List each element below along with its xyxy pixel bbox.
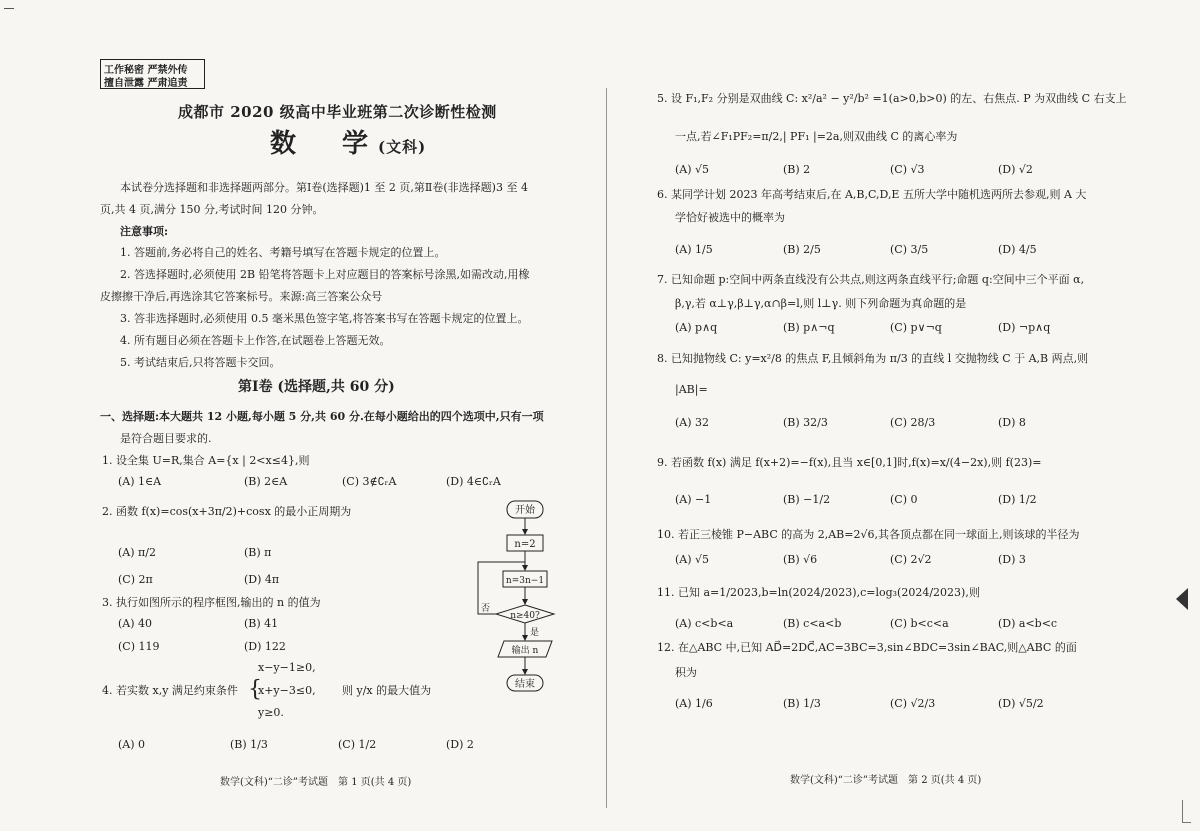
question-3-option-b: (B) 41 [244,617,279,630]
question-1-option-d: (D) 4∈∁ᵣA [446,475,501,488]
note-5: 5. 考试结束后,只将答题卡交回。 [120,356,281,369]
left-page-footer: 数学(文科)“二诊”考试题 第 1 页(共 4 页) [220,777,412,788]
question-8-stem-2: |AB|= [675,383,708,396]
question-3-stem: 3. 执行如图所示的程序框图,输出的 n 的值为 [102,596,321,609]
scan-corner-mark [1182,800,1191,823]
program-flowchart [470,498,570,697]
section-title: 第Ⅰ卷 (选择题,共 60 分) [238,379,395,395]
question-2-stem: 2. 函数 f(x)=cos(x+3π/2)+cosx 的最小正周期为 [102,505,352,518]
question-5-option-c: (C) √3 [890,163,925,176]
question-10-option-d: (D) 3 [998,553,1026,566]
next-page-arrow-icon[interactable] [1176,588,1188,610]
question-11-option-b: (B) c<a<b [783,617,842,630]
question-2-option-c: (C) 2π [118,573,153,586]
question-11-stem: 11. 已知 a=1/2023,b=ln(2024/2023),c=log₃(2024/2023),则 [657,586,980,599]
question-10-option-b: (B) √6 [783,553,818,566]
question-7-stem-2: β,γ,若 α⊥γ,β⊥γ,α∩β=l,则 l⊥γ. 则下列命题为真命题的是 [675,297,967,310]
note-4: 4. 所有题目必须在答题卡上作答,在试题卷上答题无效。 [120,334,391,347]
flow-update-text: n=3n−1 [505,576,545,586]
question-8-option-c: (C) 28/3 [890,416,936,429]
flow-cond-text: n≥40? [510,611,540,621]
flow-start-text: 开始 [515,505,535,516]
flow-no-label: 否 [481,604,491,614]
instruction-line-1: 一、选择题:本大题共 12 小题,每小题 5 分,共 60 分.在每小题给出的四个选项中,只有一项 [100,410,544,423]
question-7-stem-1: 7. 已知命题 p:空间中两条直线没有公共点,则这两条直线平行;命题 q:空间中三个平面 α, [657,273,1085,286]
question-11-option-c: (C) b<c<a [890,617,949,630]
question-7-option-b: (B) p∧¬q [783,321,835,334]
question-12-option-a: (A) 1/6 [675,697,713,710]
note-1: 1. 答题前,务必将自己的姓名、考籍号填写在答题卡规定的位置上。 [120,246,446,259]
question-6-stem-2: 学恰好被选中的概率为 [675,211,785,224]
flow-init-text: n=2 [514,539,536,550]
subject-note: (文科) [378,138,427,156]
exam-title: 成都市 2020 级高中毕业班第二次诊断性检测 [178,103,497,121]
question-12-option-d: (D) √5/2 [998,697,1044,710]
note-2a: 2. 答选择题时,必须使用 2B 铅笔将答题卡上对应题目的答案标号涂黑,如需改动,用橡 [120,268,530,281]
subject-title: 数 学(文科) [270,129,427,159]
question-8-option-d: (D) 8 [998,416,1026,429]
question-10-option-c: (C) 2√2 [890,553,932,566]
intro-line-1: 本试卷分选择题和非选择题两部分。第Ⅰ卷(选择题)1 至 2 页,第Ⅱ卷(非选择题)3 至 4 [120,181,528,194]
confidential-stamp [100,59,205,89]
question-11-option-a: (A) c<b<a [675,617,734,630]
question-12-stem-2: 积为 [675,666,697,679]
notes-title: 注意事项: [120,225,169,238]
question-9-stem: 9. 若函数 f(x) 满足 f(x+2)=−f(x),且当 x∈[0,1]时,f(x)=x/(4−2x),则 f(23)= [657,456,1042,469]
question-4-option-c: (C) 1/2 [338,738,377,751]
stamp-line-2: 擅自泄露 严肃追责 [104,78,188,89]
question-8-option-a: (A) 32 [675,416,710,429]
question-7-option-a: (A) p∧q [675,321,718,334]
question-4-option-a: (A) 0 [118,738,146,751]
question-6-stem-1: 6. 某同学计划 2023 年高考结束后,在 A,B,C,D,E 五所大学中随机选两所去参观,则 A 大 [657,188,1087,201]
question-2-option-a: (A) π/2 [118,546,156,559]
question-4-stem: 4. 若实数 x,y 满足约束条件 [102,684,238,697]
intro-line-2: 页,共 4 页,满分 150 分,考试时间 120 分钟。 [100,203,324,216]
flow-yes-label: 是 [530,628,540,638]
question-9-option-a: (A) −1 [675,493,712,506]
question-7-option-d: (D) ¬p∧q [998,321,1051,334]
question-10-option-a: (A) √5 [675,553,710,566]
question-5-option-b: (B) 2 [783,163,811,176]
question-6-option-c: (C) 3/5 [890,243,929,256]
stamp-line-1: 工作秘密 严禁外传 [104,65,188,76]
question-9-option-b: (B) −1/2 [783,493,831,506]
question-1-option-b: (B) 2∈A [244,475,288,488]
flow-end-text: 结束 [515,679,535,690]
question-5-option-a: (A) √5 [675,163,710,176]
question-11-option-d: (D) a<b<c [998,617,1058,630]
constraint-1: x−y−1≥0, [258,661,316,674]
question-2-option-d: (D) 4π [244,573,280,586]
flow-output-text: 输出 n [511,646,539,656]
question-12-option-c: (C) √2/3 [890,697,936,710]
question-6-option-b: (B) 2/5 [783,243,821,256]
question-5-stem-1: 5. 设 F₁,F₂ 分别是双曲线 C: x²/a² − y²/b² =1(a>0,b>0) 的左、右焦点. P 为双曲线 C 右支上 [657,92,1127,105]
question-1-option-c: (C) 3∉∁ᵣA [342,475,397,488]
question-9-option-d: (D) 1/2 [998,493,1037,506]
question-2-option-b: (B) π [244,546,272,559]
question-7-option-c: (C) p∨¬q [890,321,942,334]
right-page-footer: 数学(文科)“二诊”考试题 第 2 页(共 4 页) [790,775,982,786]
page-divider [606,88,607,808]
question-4-tail: 则 y/x 的最大值为 [342,684,432,697]
note-2b: 皮擦擦干净后,再选涂其它答案标号。来源:高三答案公众号 [100,290,383,303]
question-6-option-a: (A) 1/5 [675,243,713,256]
question-1-option-a: (A) 1∈A [118,475,162,488]
note-3: 3. 答非选择题时,必须使用 0.5 毫米黑色签字笔,将答案书写在答题卡规定的位置上。 [120,312,529,325]
question-3-option-a: (A) 40 [118,617,153,630]
question-4-option-d: (D) 2 [446,738,474,751]
question-1-stem: 1. 设全集 U=R,集合 A={x | 2<x≤4},则 [102,454,310,467]
instruction-line-2: 是符合题目要求的. [120,432,212,445]
question-3-option-d: (D) 122 [244,640,286,653]
question-5-stem-2: 一点,若∠F₁PF₂=π/2,| PF₁ |=2a,则双曲线 C 的离心率为 [675,130,958,143]
scan-mark [4,8,14,9]
question-4-option-b: (B) 1/3 [230,738,268,751]
question-8-option-b: (B) 32/3 [783,416,828,429]
question-12-stem-1: 12. 在△ABC 中,已知 AD⃗=2DC⃗,AC=3BC=3,sin∠BDC=3sin∠BAC,则△ABC 的面 [657,641,1077,654]
question-10-stem: 10. 若正三棱锥 P−ABC 的高为 2,AB=2√6,其各顶点都在同一球面上,则该球的半径为 [657,528,1080,541]
question-3-option-c: (C) 119 [118,640,160,653]
constraint-2: x+y−3≤0, [258,684,316,697]
question-12-option-b: (B) 1/3 [783,697,821,710]
question-5-option-d: (D) √2 [998,163,1033,176]
question-8-stem-1: 8. 已知抛物线 C: y=x²/8 的焦点 F,且倾斜角为 π/3 的直线 l 交抛物线 C 于 A,B 两点,则 [657,352,1089,365]
question-9-option-c: (C) 0 [890,493,918,506]
constraint-brace: { [248,677,262,702]
question-6-option-d: (D) 4/5 [998,243,1037,256]
constraint-3: y≥0. [258,706,284,719]
